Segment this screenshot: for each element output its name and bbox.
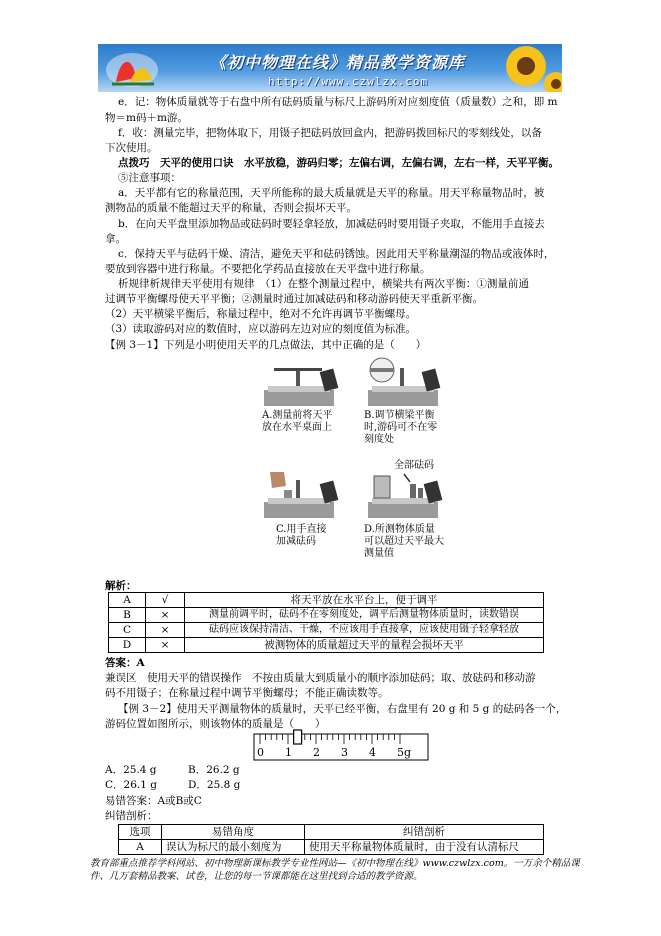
- text-line: 游码位置如图所示，则该物体的质量是（ ）: [105, 718, 326, 730]
- sunflower-icon: [490, 44, 562, 92]
- option-b: B．26.2 g: [188, 764, 240, 776]
- table-row: A 误认为标尺的最小刻度为 使用天平称量物体质量时，由于没有认清标尺: [119, 840, 544, 855]
- caption-a: A.测量前将天平放在水平桌面上: [262, 410, 333, 433]
- option-c: C．26.1 g: [105, 779, 157, 791]
- footer-line: 教育部重点推荐学科网站、初中物理新课标教学专业性网站—《初中物理在线》www.czwlzx.com。一万余个精品课: [90, 858, 580, 869]
- table-row: 选项 易错角度 纠错剖析: [119, 825, 544, 840]
- analysis-table: [108, 592, 544, 653]
- rider: [294, 730, 302, 744]
- answer: 答案：A: [105, 657, 145, 669]
- rider-scale: [252, 728, 432, 762]
- text-line: 过调节平衡螺母使天平平衡；②测量时通过加减砝码和移动游码使天平重新平衡。: [105, 293, 483, 305]
- text-line: 析规律析规律天平使用有规律 （1）在整个测量过程中，横梁共有两次平衡：①测量前通: [118, 278, 529, 290]
- text-line: 要放到容器中进行称量。不要把化学药品直接放在天平盘中进行称量。: [105, 263, 431, 275]
- balance-image-d: [364, 472, 464, 520]
- tick-label: 3: [341, 746, 348, 759]
- option-d: D．25.8 g: [188, 779, 241, 791]
- text-line: （2）天平横梁平衡后，称量过程中，绝对不允许再调节平衡螺母。: [105, 308, 417, 320]
- text-line: 【例 3－1】下列是小明使用天平的几点做法，其中正确的是（ ）: [105, 339, 427, 351]
- text-line: 拿。: [105, 233, 126, 245]
- correction-label: 纠错剖析：: [105, 810, 158, 822]
- tick-label: 1: [285, 746, 292, 759]
- text-line: c．保持天平与砝码干燥、清洁，避免天平和砝码锈蚀。因此用天平称量潮湿的物品或液体时，: [118, 248, 555, 260]
- text-line: 物＝m码＋m游。: [105, 112, 188, 124]
- option-a: A．25.4 g: [105, 764, 157, 776]
- text-line: 下次使用。: [105, 142, 158, 154]
- balance-image-c: [262, 468, 362, 520]
- text-line: ⑤注意事项：: [118, 172, 181, 184]
- table-row: B × 测量前调平时，砝码不在零刻度处，调平后测量物体质量时，读数错误: [109, 608, 544, 623]
- text-line: b．在向天平盘里添加物品或砝码时要轻拿轻放，加减砝码时要用镊子夹取，不能用手直接去: [118, 218, 545, 230]
- analysis-label: 解析：: [105, 580, 137, 592]
- caption-c: C.用手直接加减砝码: [276, 524, 327, 547]
- text-line: （3）读取游码对应的数值时，应以游码左边对应的刻度值为标准。: [105, 323, 417, 335]
- tick-label: 2: [313, 746, 320, 759]
- balance-figure: [262, 356, 464, 580]
- table-row: A √ 将天平放在水平台上，便于调平: [109, 593, 544, 608]
- logo-icon: [102, 48, 162, 90]
- tick-label: 4: [369, 746, 376, 759]
- balance-image-b: [364, 356, 464, 408]
- tick-label: 5g: [397, 746, 412, 759]
- tick-label: 0: [257, 746, 264, 759]
- table-row: D × 被测物体的质量超过天平的量程会损坏天平: [109, 638, 544, 653]
- text-line: f．收：测量完毕，把物体取下，用镊子把砝码放回盒内，把游码拨回标尺的零刻线处，以备: [118, 127, 542, 139]
- text-line: 兼误区 使用天平的错误操作 不按由质量大到质量小的顺序添加砝码；取、放砝码和移动游: [105, 672, 536, 684]
- text-line: 【例 3－2】使用天平测量物体的质量时，天平已经平衡，右盘里有 20 g 和 5 g 的砝码各一个，: [118, 703, 567, 715]
- table-row: C × 砝码应该保持清洁、干燥，不应该用手直接拿，应该使用镊子轻拿轻放: [109, 623, 544, 638]
- text-line: 测物品的质量不能超过天平的称量，否则会损坏天平。: [105, 202, 357, 214]
- text-line: a．天平都有它的称量范围，天平所能称的最大质量就是天平的称量。用天平称量物品时，被: [118, 187, 545, 199]
- header-banner: [98, 44, 562, 92]
- caption-b: B.调节横梁平衡时,游码可不在零刻度处: [364, 410, 438, 445]
- correction-table: [118, 824, 544, 855]
- text-line: 点拨巧 天平的使用口诀 水平放稳，游码归零；左偏右调，左偏右调，左右一样，天平平衡。: [118, 157, 559, 169]
- wrong-answer: 易错答案：A或B或C: [105, 795, 202, 807]
- balance-image-a: [262, 356, 362, 408]
- label-all-weights: 全部砝码: [394, 460, 434, 471]
- text-line: 码不用镊子；在称量过程中调节平衡螺母；不能正确读数等。: [105, 687, 389, 699]
- banner-url: http://www.czwlzx.com: [268, 75, 429, 88]
- caption-d: D.所测物体质量可以超过天平最大测量值: [364, 524, 444, 559]
- banner-title: 《初中物理在线》精品教学资源库: [210, 53, 466, 72]
- footer-line: 件、几万套精品教案、试卷，让您的每一节课都能在这里找到合适的教学资源。: [90, 871, 423, 882]
- text-line: e．记：物体质量就等于右盘中所有砝码质量与标尺上游码所对应刻度值（质量数）之和，即 m: [118, 96, 558, 108]
